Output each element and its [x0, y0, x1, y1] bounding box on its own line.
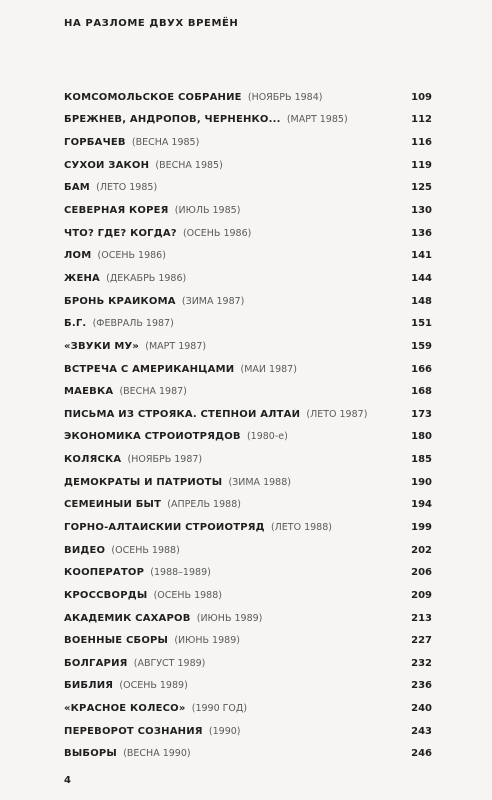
toc-page-number: 166 [411, 363, 432, 375]
toc-page-number: 151 [411, 318, 432, 330]
toc-entry [64, 635, 382, 646]
toc-entry [64, 273, 382, 284]
toc-meta: (ИЮНЬ 1989) [196, 612, 263, 624]
toc-page-number: 190 [411, 476, 432, 488]
toc-page-number: 227 [411, 635, 432, 647]
toc-page-number: 144 [411, 272, 432, 284]
toc-meta: (МАРТ 1985) [286, 114, 348, 126]
toc-row [64, 86, 432, 109]
toc-row [64, 629, 432, 652]
toc-entry [64, 341, 382, 352]
toc-entry [64, 726, 382, 737]
toc-entry [64, 364, 382, 375]
toc-entry [64, 205, 382, 216]
toc-row [64, 584, 432, 607]
toc-title: КРОССВОРДЫ [64, 589, 148, 601]
toc-row [64, 607, 432, 630]
toc-entry [64, 386, 382, 397]
toc-row [64, 539, 432, 562]
toc-page-number: 136 [411, 227, 432, 239]
running-head: НА РАЗЛОМЕ ДВУХ ВРЕМЁН [64, 18, 239, 29]
toc-row [64, 516, 432, 539]
toc-row [64, 222, 432, 245]
toc-meta: (ВЕСНА 1985) [131, 137, 200, 149]
toc-meta: (НОЯБРЬ 1987) [127, 454, 203, 466]
toc-title: СЕМЕЙНЫЙ БЫТ [64, 499, 162, 511]
toc-entry [64, 658, 382, 669]
toc-meta: (ЛЕТО 1988) [270, 521, 332, 533]
toc-meta: (1990) [208, 725, 241, 737]
toc-meta: (АПРЕЛЬ 1988) [167, 499, 241, 511]
toc-title: ДЕМОКРАТЫ И ПАТРИОТЫ [64, 476, 223, 488]
toc-title: БОЛГАРИЯ [64, 657, 128, 669]
toc-meta: (ОСЕНЬ 1986) [97, 250, 166, 262]
toc-title: БИБЛИЯ [64, 680, 114, 692]
toc-page-number: 185 [411, 454, 432, 466]
toc-page-number: 130 [411, 205, 432, 217]
toc-page-number: 202 [411, 544, 432, 556]
toc-page-number: 246 [411, 748, 432, 760]
toc-meta: (ЗИМА 1988) [228, 476, 291, 488]
toc-title: БРЕЖНЕВ, АНДРОПОВ, ЧЕРНЕНКО... [64, 114, 281, 126]
toc-page-number: 173 [411, 408, 432, 420]
toc-title: ГОРНО-АЛТАЙСКИЙ СТРОЙОТРЯД [64, 521, 265, 533]
toc-page-number: 232 [411, 657, 432, 669]
toc-meta: (АВГУСТ 1989) [133, 657, 206, 669]
toc-row [64, 244, 432, 267]
toc-entry [64, 431, 382, 442]
toc-entry [64, 567, 382, 578]
toc-meta: (МАРТ 1987) [145, 340, 207, 352]
toc-page-number: 199 [411, 521, 432, 533]
toc-title: МАЕВКА [64, 386, 114, 398]
toc-entry [64, 590, 382, 601]
toc-row [64, 358, 432, 381]
toc-meta: (ВЕСНА 1987) [119, 386, 187, 398]
toc-title: КОЛЯСКА [64, 454, 122, 466]
toc-meta: (ДЕКАБРЬ 1986) [106, 272, 187, 284]
toc-row [64, 380, 432, 403]
toc-title: ВОЕННЫЕ СБОРЫ [64, 635, 169, 647]
toc-entry [64, 522, 382, 533]
toc-entry [64, 545, 382, 556]
toc-meta: (ЛЕТО 1985) [96, 182, 158, 194]
toc-meta: (ВЕСНА 1985) [155, 159, 223, 171]
toc-title: ВСТРЕЧА С АМЕРИКАНЦАМИ [64, 363, 235, 375]
toc-row [64, 561, 432, 584]
toc-title: «ЗВУКИ МУ» [64, 340, 140, 352]
toc-page-number: 206 [411, 567, 432, 579]
toc-entry [64, 137, 382, 148]
toc-entry [64, 703, 382, 714]
toc-title: «КРАСНОЕ КОЛЕСО» [64, 703, 186, 715]
toc-entry [64, 114, 382, 125]
toc-row [64, 290, 432, 313]
toc-entry [64, 296, 382, 307]
table-of-contents [64, 86, 432, 765]
toc-row [64, 154, 432, 177]
toc-row [64, 697, 432, 720]
toc-page-number: 159 [411, 340, 432, 352]
toc-meta: (МАЙ 1987) [240, 363, 297, 375]
toc-title: АКАДЕМИК САХАРОВ [64, 612, 191, 624]
toc-title: ЛОМ [64, 250, 92, 262]
toc-row [64, 177, 432, 200]
toc-row [64, 652, 432, 675]
toc-title: БАМ [64, 182, 90, 194]
toc-meta: (НОЯБРЬ 1984) [247, 91, 323, 103]
toc-meta: (ИЮЛЬ 1985) [174, 205, 241, 217]
toc-meta: (ФЕВРАЛЬ 1987) [92, 318, 174, 330]
toc-entry [64, 613, 382, 624]
toc-row [64, 335, 432, 358]
page-folio: 4 [64, 775, 71, 786]
toc-page-number: 148 [411, 295, 432, 307]
toc-page-number: 180 [411, 431, 432, 443]
toc-meta: (ОСЕНЬ 1986) [182, 227, 252, 239]
toc-page-number: 240 [411, 703, 432, 715]
toc-title: ЧТО? ГДЕ? КОГДА? [64, 227, 177, 239]
toc-title: ВЫБОРЫ [64, 748, 117, 760]
toc-meta: (ОСЕНЬ 1989) [119, 680, 188, 692]
toc-entry [64, 499, 382, 510]
toc-page-number: 116 [411, 137, 432, 149]
toc-page-number: 194 [411, 499, 432, 511]
toc-row [64, 448, 432, 471]
toc-row [64, 743, 432, 766]
toc-row [64, 426, 432, 449]
toc-page-number: 141 [411, 250, 432, 262]
toc-row [64, 403, 432, 426]
toc-row [64, 199, 432, 222]
toc-page-number: 168 [411, 386, 432, 398]
toc-page-number: 119 [411, 159, 432, 171]
toc-row [64, 471, 432, 494]
toc-meta: (ОСЕНЬ 1988) [111, 544, 180, 556]
toc-entry [64, 477, 382, 488]
toc-row [64, 675, 432, 698]
toc-title: Б.Г. [64, 318, 87, 330]
toc-row [64, 494, 432, 517]
toc-entry [64, 228, 382, 239]
toc-entry [64, 409, 382, 420]
toc-title: ПЕРЕВОРОТ СОЗНАНИЯ [64, 725, 203, 737]
toc-entry [64, 182, 382, 193]
toc-meta: (ОСЕНЬ 1988) [153, 589, 222, 601]
toc-page-number: 209 [411, 589, 432, 601]
toc-title: СУХОЙ ЗАКОН [64, 159, 150, 171]
toc-entry [64, 454, 382, 465]
toc-row [64, 312, 432, 335]
toc-row [64, 131, 432, 154]
toc-meta: (1980-е) [246, 431, 288, 443]
toc-meta: (ЗИМА 1987) [181, 295, 245, 307]
toc-page-number: 236 [411, 680, 432, 692]
toc-title: ВИДЕО [64, 544, 106, 556]
toc-row [64, 267, 432, 290]
toc-entry [64, 748, 382, 759]
toc-title: БРОНЬ КРАЙКОМА [64, 295, 176, 307]
toc-meta: (ЛЕТО 1987) [306, 408, 368, 420]
toc-row [64, 720, 432, 743]
toc-meta: (1990 ГОД) [191, 703, 248, 715]
toc-meta: (ВЕСНА 1990) [123, 748, 191, 760]
toc-row [64, 109, 432, 132]
toc-entry [64, 680, 382, 691]
toc-entry [64, 250, 382, 261]
toc-title: КООПЕРАТОР [64, 567, 145, 579]
toc-meta: (ИЮНЬ 1989) [174, 635, 240, 647]
toc-title: ПИСЬМА ИЗ СТРОЯКА. СТЕПНОЙ АЛТАЙ [64, 408, 301, 420]
toc-title: СЕВЕРНАЯ КОРЕЯ [64, 205, 169, 217]
toc-page-number: 109 [411, 91, 432, 103]
toc-page-number: 213 [411, 612, 432, 624]
toc-page-number: 112 [411, 114, 432, 126]
toc-entry [64, 160, 382, 171]
toc-title: ГОРБАЧЁВ [64, 137, 126, 149]
toc-entry [64, 92, 382, 103]
toc-entry [64, 318, 382, 329]
toc-title: КОМСОМОЛЬСКОЕ СОБРАНИЕ [64, 91, 242, 103]
toc-meta: (1988–1989) [150, 567, 211, 579]
toc-title: ЖЕНА [64, 272, 100, 284]
toc-title: ЭКОНОМИКА СТРОЙОТРЯДОВ [64, 431, 241, 443]
toc-page-number: 243 [411, 725, 432, 737]
toc-page-number: 125 [411, 182, 432, 194]
